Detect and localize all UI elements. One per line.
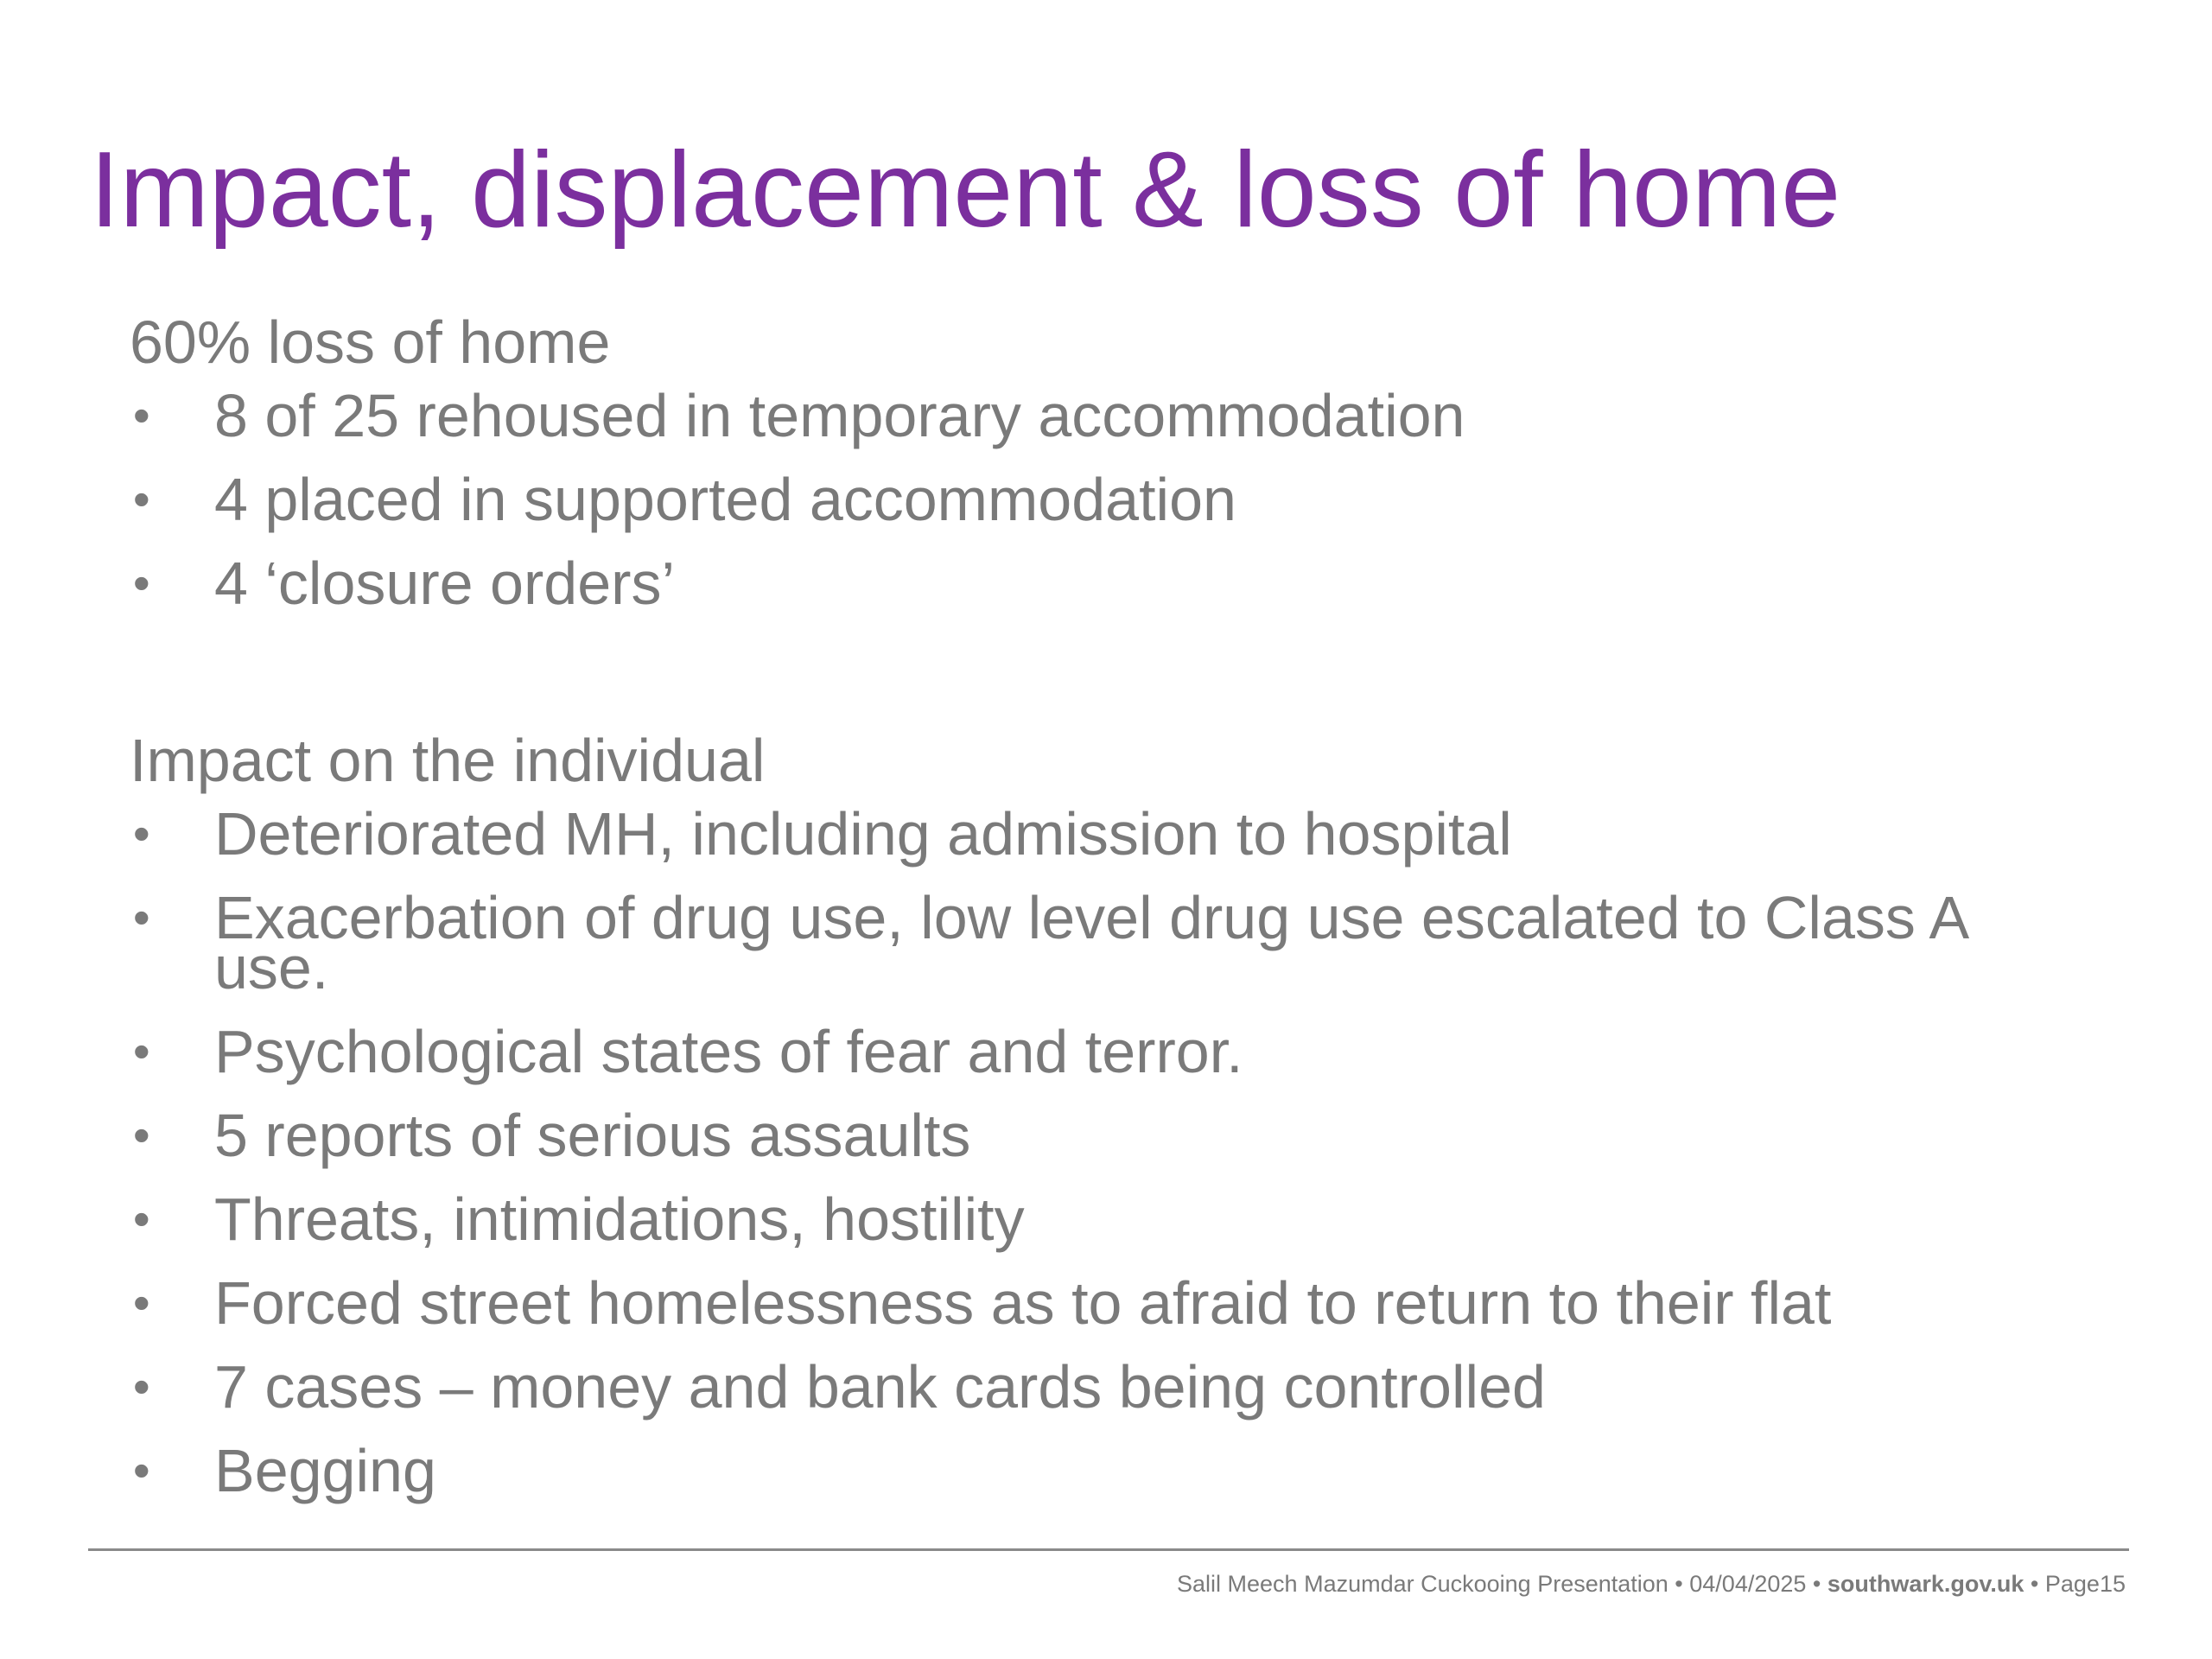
list-item (130, 1353, 2082, 1421)
list-item (130, 800, 2082, 868)
bullet-icon: • (133, 890, 150, 944)
list-item (130, 1437, 2082, 1504)
bullet-icon: • (133, 806, 150, 861)
list-item-text: Deteriorated MH, including admission to hospital (214, 800, 1512, 868)
footer-page-number: 15 (2099, 1571, 2126, 1597)
list-item (130, 1185, 2082, 1253)
footer-separator: • (2024, 1571, 2045, 1597)
footer-site: southwark.gov.uk (1827, 1571, 2024, 1597)
bullet-icon: • (133, 1443, 150, 1497)
footer-separator: • (1668, 1571, 1690, 1597)
list-item-text: 4 ‘closure orders’ (214, 550, 675, 617)
list-item-text: Begging (214, 1437, 436, 1504)
footer-divider (88, 1548, 2129, 1551)
footer-presenter: Salil Meech Mazumdar Cuckooing Presentation (1177, 1571, 1669, 1597)
list-item-text: 8 of 25 rehoused in temporary accommodation (214, 382, 1465, 449)
bullet-icon: • (133, 472, 150, 526)
bullet-icon: • (133, 1275, 150, 1330)
list-item (130, 884, 2082, 1001)
bullet-icon: • (133, 1192, 150, 1246)
footer (1177, 1571, 2126, 1598)
list-item-text: Threats, intimidations, hostility (214, 1185, 1025, 1253)
list-item-text: 5 reports of serious assaults (214, 1102, 971, 1169)
bullet-list-loss-of-home (130, 382, 2082, 642)
list-item-text: Forced street homelessness as to afraid to return to their flat (214, 1269, 1832, 1337)
list-item-text: Exacerbation of drug use, low level drug use escalated to Class A use. (214, 884, 1967, 1001)
list-item-text: 4 placed in supported accommodation (214, 466, 1236, 533)
list-item (130, 382, 2082, 449)
footer-date: 04/04/2025 (1689, 1571, 1807, 1597)
slide-title: Impact, displacement & loss of home (90, 130, 1841, 250)
bullet-icon: • (133, 388, 150, 442)
list-item-text: 7 cases – money and bank cards being controlled (214, 1353, 1546, 1421)
list-item-text: Psychological states of fear and terror. (214, 1018, 1243, 1085)
list-item (130, 466, 2082, 533)
bullet-icon: • (133, 556, 150, 610)
list-item (130, 550, 2082, 617)
section-heading-loss-of-home: 60% loss of home (130, 308, 611, 376)
list-item (130, 1018, 2082, 1085)
bullet-icon: • (133, 1359, 150, 1414)
section-heading-impact-individual: Impact on the individual (130, 727, 766, 794)
list-item (130, 1269, 2082, 1337)
footer-separator: • (1806, 1571, 1827, 1597)
bullet-list-impact-individual (130, 800, 2082, 1529)
bullet-icon: • (133, 1108, 150, 1162)
bullet-icon: • (133, 1024, 150, 1078)
footer-page-label: Page (2044, 1571, 2100, 1597)
list-item (130, 1102, 2082, 1169)
